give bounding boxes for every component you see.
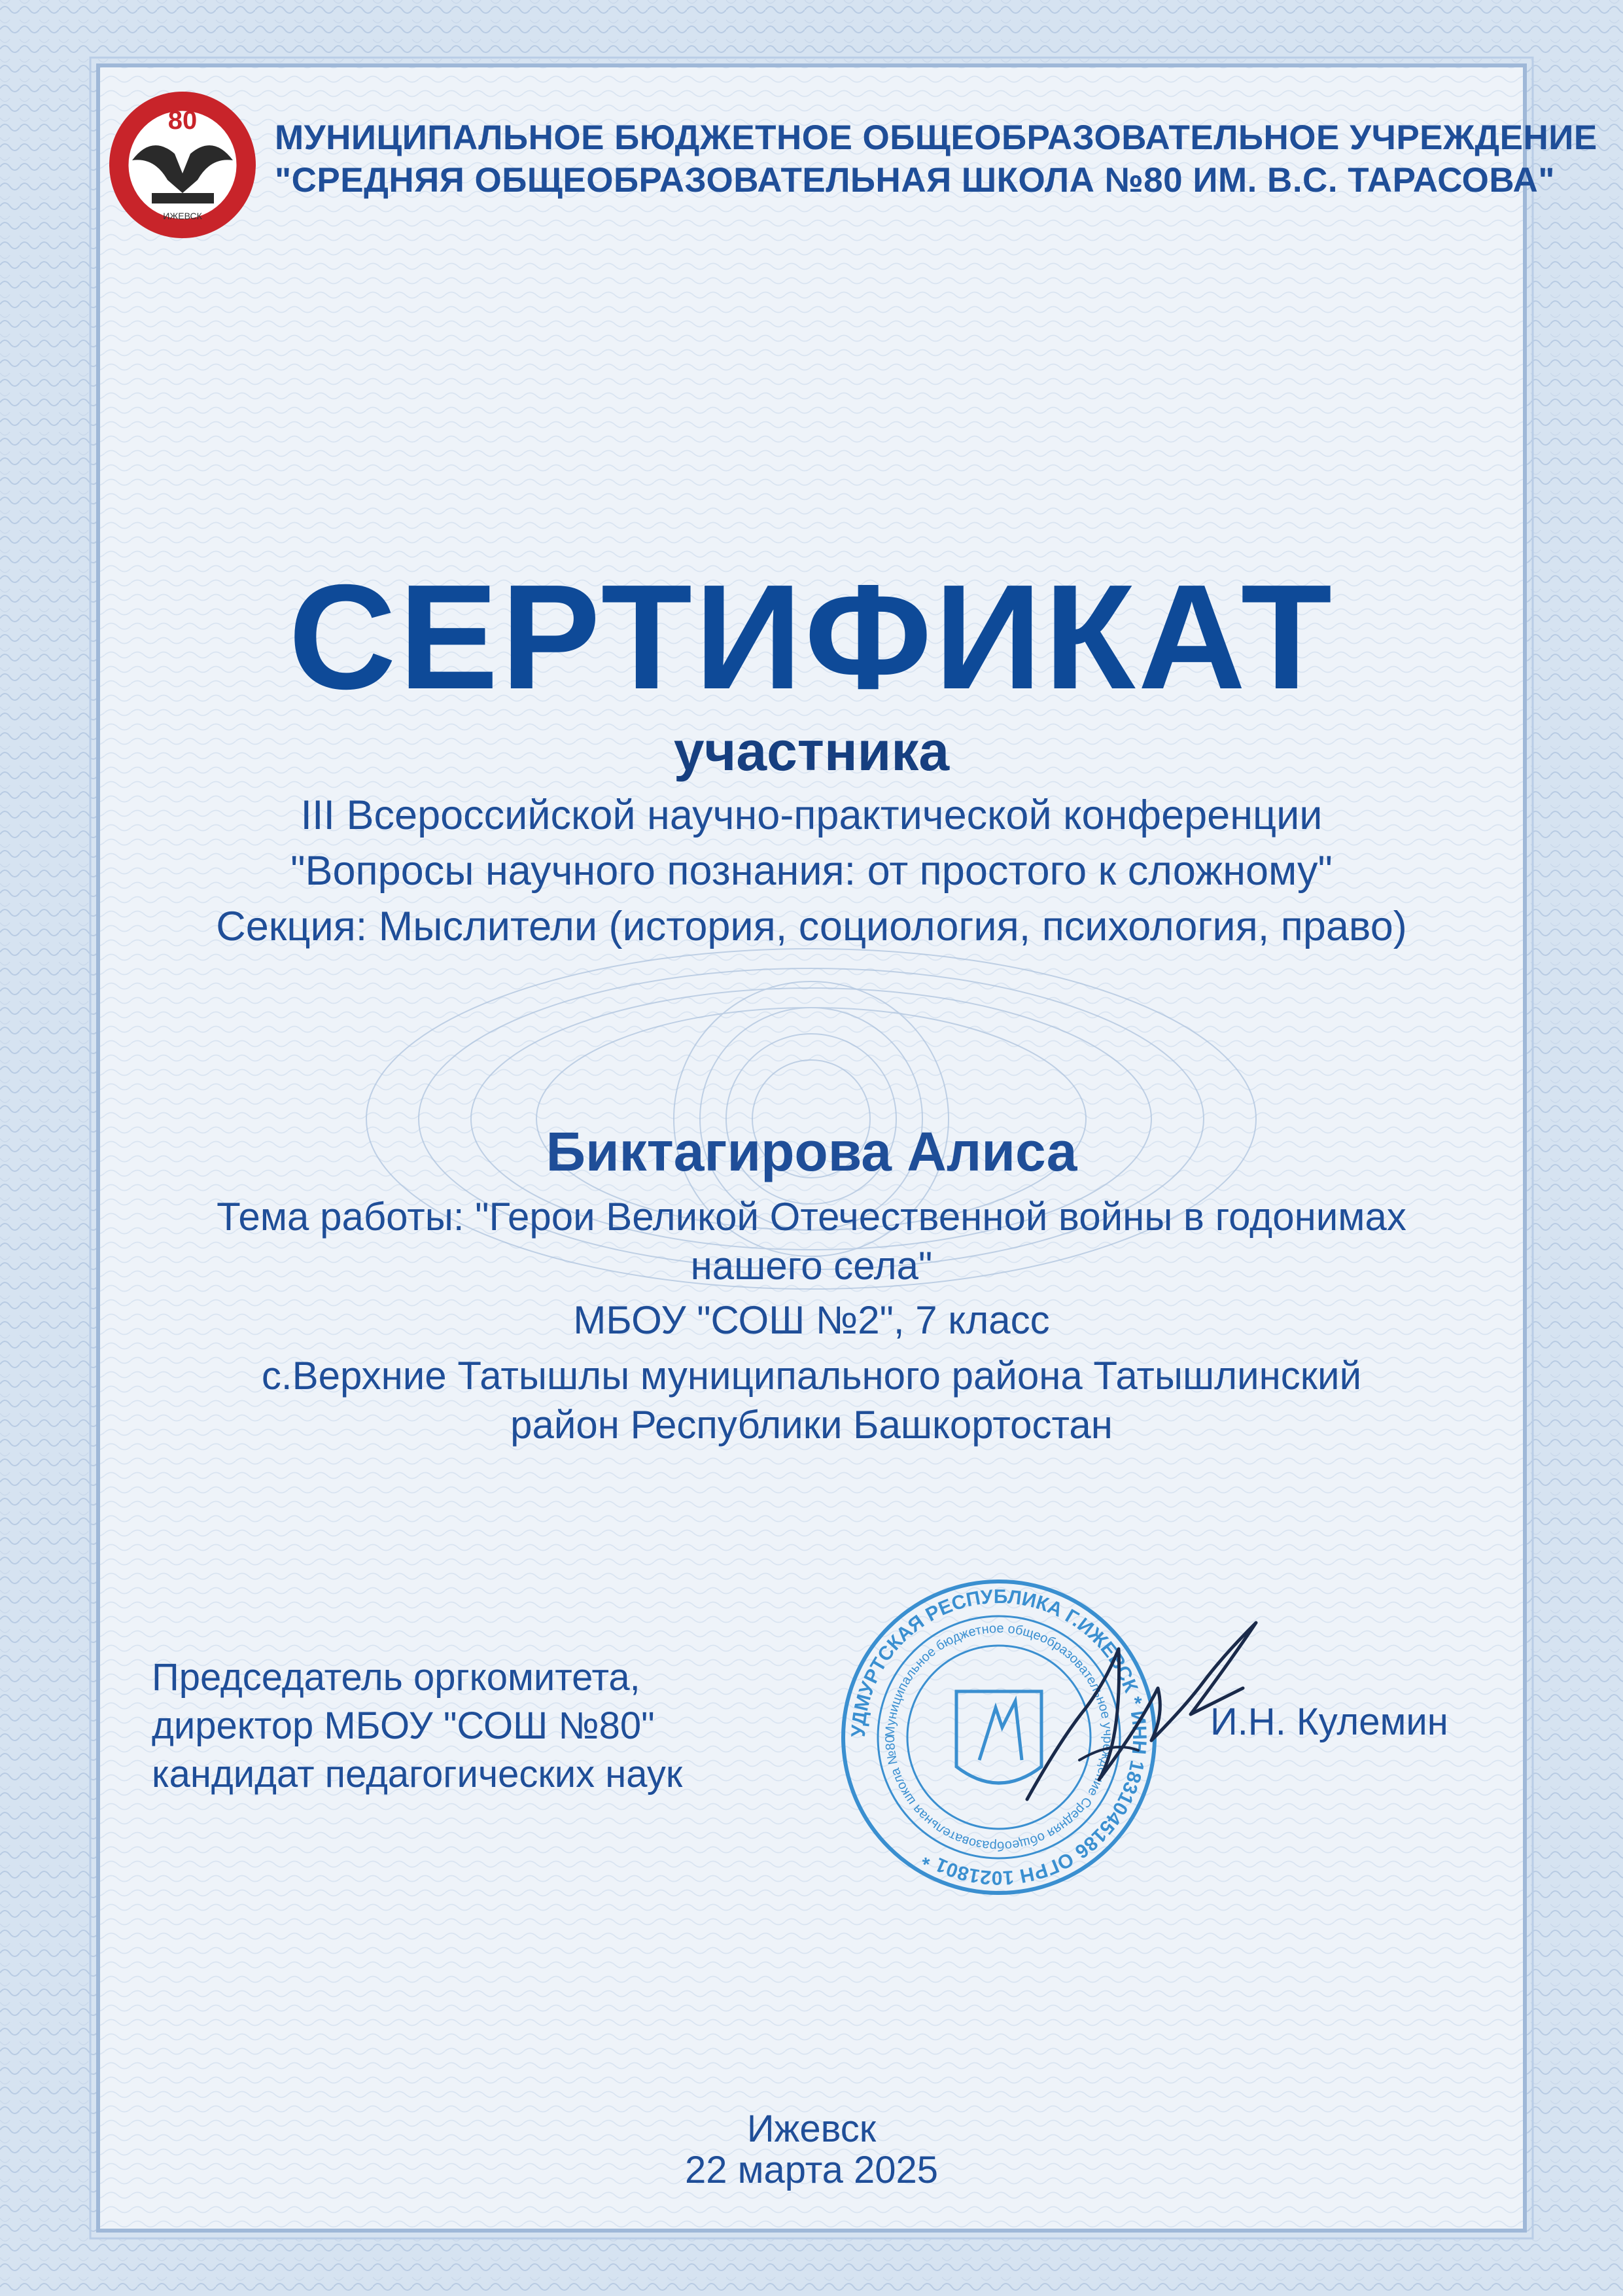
signer-role-line-3: кандидат педагогических наук <box>152 1753 683 1795</box>
topic-line-2: нашего села" <box>690 1244 933 1288</box>
conference-line-2: "Вопросы научного познания: от простого к сложному" <box>290 848 1333 894</box>
school-logo <box>106 88 260 242</box>
topic-line-1: Тема работы: "Герои Великой Отечественной войны в годонимах <box>217 1195 1406 1239</box>
location-line-2: район Республики Башкортостан <box>510 1403 1113 1447</box>
conference-line-1: III Всероссийской научно-практической конференции <box>300 792 1323 838</box>
stamp-outer-text: УДМУРТСКАЯ РЕСПУБЛИКА Г.ИЖЕВСК * ИНН 1831045186 ОГРН 1021801 * <box>847 1585 1151 1889</box>
footer-city: Ижевск <box>746 2108 877 2150</box>
footer-date: 22 марта 2025 <box>684 2149 939 2191</box>
certificate-subtitle: участника <box>673 720 950 782</box>
logo-city: ИЖЕВСК <box>163 211 202 221</box>
signer-role-line-1: Председатель оргкомитета, <box>152 1656 640 1699</box>
location-line-1: с.Верхние Татышлы муниципального района Татышлинский <box>261 1354 1362 1398</box>
certificate-title: СЕРТИФИКАТ <box>288 554 1335 720</box>
header-line-1: МУНИЦИПАЛЬНОЕ БЮДЖЕТНОЕ ОБЩЕОБРАЗОВАТЕЛЬНОЕ УЧРЕЖДЕНИЕ <box>275 118 1597 157</box>
signer-role-line-2: директор МБОУ "СОШ №80" <box>152 1704 655 1747</box>
stamp-inner-text: Муниципальное бюджетное общеобразовательное учреждение Средняя общеобразовательная школа №80 <box>882 1621 1115 1854</box>
signer-name: И.Н. Кулемин <box>1210 1701 1448 1743</box>
logo-number: 80 <box>167 106 198 135</box>
recipient-school: МБОУ "СОШ №2", 7 класс <box>573 1298 1050 1342</box>
conference-section: Секция: Мыслители (история, социология, психология, право) <box>216 904 1407 949</box>
header-line-2: "СРЕДНЯЯ ОБЩЕОБРАЗОВАТЕЛЬНАЯ ШКОЛА №80 ИМ. В.С. ТАРАСОВА" <box>275 161 1555 200</box>
recipient-name: Биктагирова Алиса <box>546 1121 1077 1182</box>
